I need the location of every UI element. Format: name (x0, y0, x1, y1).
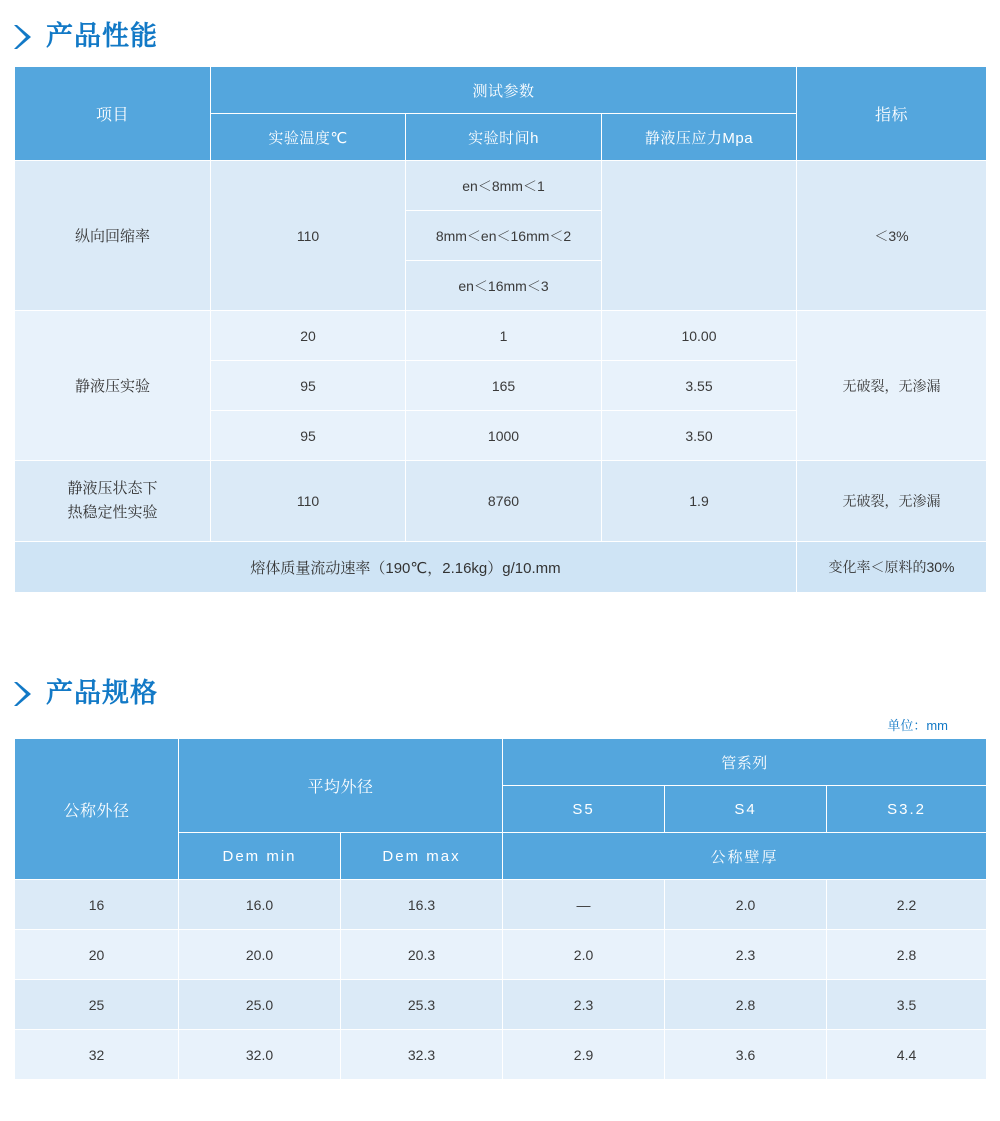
table-row (15, 930, 987, 980)
cell-thermal-temperature: 110 (211, 461, 406, 542)
header-cell-index: 指标 (797, 67, 987, 161)
header-cell-pipe-series: 管系列 (503, 739, 987, 786)
cell-hydrostatic-pressure-1: 10.00 (602, 311, 797, 361)
table-footer-row (15, 542, 987, 593)
cell-nominal-od: 16 (15, 880, 179, 930)
cell-nominal-od: 20 (15, 930, 179, 980)
cell-dem-max: 20.3 (341, 930, 503, 980)
cell-shrinkage-index: ＜3% (797, 161, 987, 311)
cell-dem-min: 25.0 (179, 980, 341, 1030)
header-cell-series-s32: S3.2 (827, 786, 987, 833)
cell-s4: 2.0 (665, 880, 827, 930)
header-cell-series-s4: S4 (665, 786, 827, 833)
cell-dem-min: 32.0 (179, 1030, 341, 1080)
header-cell-nominal-od: 公称外径 (15, 739, 179, 880)
cell-shrinkage-time-2: 8mm＜en＜16mm＜2 (406, 211, 602, 261)
cell-s5: — (503, 880, 665, 930)
cell-s4: 2.8 (665, 980, 827, 1030)
cell-hydrostatic-time-1: 1 (406, 311, 602, 361)
cell-thermal-index: 无破裂，无渗漏 (797, 461, 987, 542)
row-label-shrinkage: 纵向回缩率 (15, 161, 211, 311)
cell-s5: 2.9 (503, 1030, 665, 1080)
cell-s4: 3.6 (665, 1030, 827, 1080)
header-cell-test-params: 测试参数 (211, 67, 797, 114)
chevron-right-icon (14, 679, 36, 709)
cell-dem-max: 25.3 (341, 980, 503, 1030)
cell-thermal-pressure: 1.9 (602, 461, 797, 542)
cell-dem-max: 32.3 (341, 1030, 503, 1080)
performance-table (14, 66, 987, 593)
table-row (15, 880, 987, 930)
section-heading-specification (14, 655, 986, 709)
header-cell-item: 项目 (15, 67, 211, 161)
header-cell-dem-min: Dem min (179, 833, 341, 880)
table-row (15, 980, 987, 1030)
cell-dem-min: 20.0 (179, 930, 341, 980)
cell-dem-min: 16.0 (179, 880, 341, 930)
cell-hydrostatic-temperature-1: 20 (211, 311, 406, 361)
header-cell-pressure: 静液压应力Mpa (602, 114, 797, 161)
cell-melt-flow-value: 变化率＜原料的30% (797, 542, 987, 593)
header-cell-series-s5: S5 (503, 786, 665, 833)
cell-hydrostatic-temperature-3: 95 (211, 411, 406, 461)
page-title-specification: 产品规格 (46, 678, 158, 709)
cell-hydrostatic-index: 无破裂，无渗漏 (797, 311, 987, 461)
cell-shrinkage-time-1: en＜8mm＜1 (406, 161, 602, 211)
header-cell-temperature: 实验温度℃ (211, 114, 406, 161)
specification-table (14, 738, 987, 1080)
cell-hydrostatic-time-3: 1000 (406, 411, 602, 461)
row-label-thermal-stability-line1: 静液压状态下 (67, 480, 158, 497)
cell-s5: 2.3 (503, 980, 665, 1030)
header-cell-wall-thickness: 公称壁厚 (503, 833, 987, 880)
header-cell-mean-od: 平均外径 (179, 739, 503, 833)
cell-s5: 2.0 (503, 930, 665, 980)
cell-dem-max: 16.3 (341, 880, 503, 930)
cell-hydrostatic-pressure-2: 3.55 (602, 361, 797, 411)
header-cell-time: 实验时间h (406, 114, 602, 161)
row-label-thermal-stability (15, 461, 211, 542)
table-row (15, 161, 987, 211)
cell-nominal-od: 32 (15, 1030, 179, 1080)
cell-nominal-od: 25 (15, 980, 179, 1030)
page-title-performance: 产品性能 (46, 21, 158, 52)
cell-hydrostatic-temperature-2: 95 (211, 361, 406, 411)
table-header-row (15, 739, 987, 786)
cell-thermal-time: 8760 (406, 461, 602, 542)
cell-shrinkage-time-3: en＜16mm＜3 (406, 261, 602, 311)
chevron-right-icon (14, 22, 36, 52)
section-divider (14, 593, 986, 655)
row-label-thermal-stability-line2: 热稳定性实验 (67, 504, 158, 521)
cell-shrinkage-pressure (602, 161, 797, 311)
cell-s4: 2.3 (665, 930, 827, 980)
cell-hydrostatic-pressure-3: 3.50 (602, 411, 797, 461)
cell-hydrostatic-time-2: 165 (406, 361, 602, 411)
unit-note: 单位：mm (887, 718, 948, 733)
table-row (15, 311, 987, 361)
cell-s32: 4.4 (827, 1030, 987, 1080)
cell-s32: 3.5 (827, 980, 987, 1030)
cell-s32: 2.2 (827, 880, 987, 930)
table-row (15, 461, 987, 542)
section-heading-performance (14, 0, 986, 52)
header-cell-dem-max: Dem max (341, 833, 503, 880)
cell-melt-flow-label: 熔体质量流动速率（190℃，2.16kg）g/10.mm (15, 542, 797, 593)
table-header-row (15, 67, 987, 114)
cell-s32: 2.8 (827, 930, 987, 980)
row-label-hydrostatic: 静液压实验 (15, 311, 211, 461)
table-row (15, 1030, 987, 1080)
cell-shrinkage-temperature: 110 (211, 161, 406, 311)
